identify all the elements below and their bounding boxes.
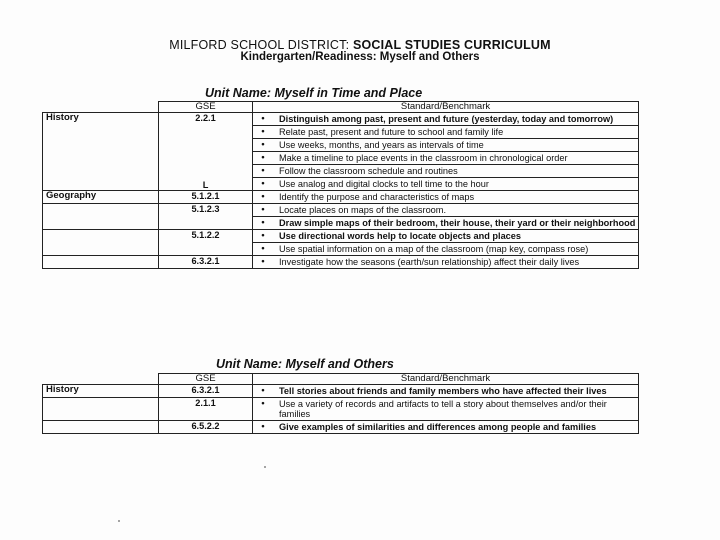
subject-cell: Geography	[43, 191, 159, 204]
gse-code: 2.2.1	[195, 113, 216, 123]
standard-item	[253, 165, 638, 178]
standard-column-header: Standard/Benchmark	[253, 102, 639, 113]
standard-item	[253, 230, 638, 243]
scan-speck	[264, 466, 266, 468]
subject-cell	[43, 421, 159, 434]
table-row	[43, 256, 639, 269]
standard-text: Draw simple maps of their bedroom, their house, their yard or their neighborhood	[279, 218, 636, 228]
gse-code: 5.1.2.2	[191, 230, 220, 240]
standard-item	[253, 152, 638, 165]
bullet-icon: •	[261, 204, 265, 214]
bullet-icon: •	[261, 126, 265, 136]
subject-cell	[43, 256, 159, 269]
curriculum-name: SOCIAL STUDIES CURRICULUM	[352, 38, 551, 52]
gse-cell	[159, 113, 253, 191]
standard-cell	[253, 113, 639, 191]
table-header-row	[43, 374, 639, 385]
standard-cell	[253, 421, 639, 434]
standard-item	[253, 256, 638, 268]
bullet-icon: •	[261, 398, 265, 408]
standard-item	[253, 421, 638, 433]
bullet-icon: •	[261, 178, 265, 188]
standard-item	[253, 126, 638, 139]
table-row	[43, 398, 639, 421]
document-subtitle: Kindergarten/Readiness: Myself and Others	[240, 51, 480, 63]
standard-cell	[253, 204, 639, 230]
standard-text: Use weeks, months, and years as intervals of time	[279, 140, 484, 150]
bullet-icon: •	[261, 385, 265, 395]
gse-column-header: GSE	[159, 374, 253, 385]
standard-cell	[253, 191, 639, 204]
standard-text: Distinguish among past, present and future (yesterday, today and tomorrow)	[279, 114, 614, 124]
standard-item	[253, 204, 638, 217]
gse-code: 5.1.2.3	[191, 204, 220, 214]
bullet-icon: •	[261, 217, 265, 227]
gse-cell	[159, 256, 253, 269]
unit-1-title: Unit Name: Myself in Time and Place	[205, 86, 423, 100]
standard-item	[253, 178, 638, 190]
table-row	[43, 421, 639, 434]
gse-code: 2.1.1	[195, 398, 216, 408]
gse-code: 6.3.2.1	[191, 256, 220, 266]
standard-item	[253, 385, 638, 397]
table-row	[43, 385, 639, 398]
standard-text: Give examples of similarities and differences among people and families	[279, 422, 597, 432]
subject-cell	[43, 204, 159, 230]
table-row	[43, 230, 639, 256]
gse-code: 6.5.2.2	[191, 421, 220, 431]
gse-cell	[159, 385, 253, 398]
standard-item	[253, 398, 638, 420]
bullet-icon: •	[261, 421, 265, 431]
standard-column-header: Standard/Benchmark	[253, 374, 639, 385]
scan-speck	[118, 520, 120, 522]
district-name: MILFORD SCHOOL DISTRICT:	[169, 38, 350, 52]
bullet-icon: •	[261, 113, 265, 123]
standard-text: Tell stories about friends and family members who have affected their lives	[279, 386, 607, 396]
standard-text: Follow the classroom schedule and routines	[279, 166, 458, 176]
standard-text: Investigate how the seasons (earth/sun relationship) affect their daily lives	[279, 257, 580, 267]
gse-mark: L	[202, 180, 209, 190]
standard-item	[253, 139, 638, 152]
standard-text: Use directional words help to locate objects and places	[279, 231, 522, 241]
unit-1-body	[43, 113, 639, 269]
bullet-icon: •	[261, 139, 265, 149]
standard-text: Use analog and digital clocks to tell time to the hour	[279, 179, 489, 189]
bullet-icon: •	[261, 191, 265, 201]
subject-cell: History	[43, 113, 159, 191]
standard-text: Locate places on maps of the classroom.	[279, 205, 446, 215]
gse-cell	[159, 398, 253, 421]
gse-cell	[159, 191, 253, 204]
bullet-icon: •	[261, 230, 265, 240]
gse-cell	[159, 204, 253, 230]
subject-cell	[43, 230, 159, 256]
table-row	[43, 191, 639, 204]
gse-code: 6.3.2.1	[191, 385, 220, 395]
bullet-icon: •	[261, 152, 265, 162]
table-row	[43, 204, 639, 230]
bullet-icon: •	[261, 256, 265, 266]
gse-cell	[159, 230, 253, 256]
standard-cell	[253, 385, 639, 398]
unit-2-body	[43, 385, 639, 434]
document-title	[0, 38, 720, 52]
standard-item	[253, 113, 638, 126]
gse-code: 5.1.2.1	[191, 191, 220, 201]
unit-2-table	[42, 373, 639, 434]
gse-cell	[159, 421, 253, 434]
subject-cell	[43, 398, 159, 421]
standard-cell	[253, 230, 639, 256]
standard-cell	[253, 398, 639, 421]
unit-1-table	[42, 101, 639, 269]
standard-text: Use a variety of records and artifacts to tell a story about themselves and/or their families	[279, 399, 607, 419]
bullet-icon: •	[261, 243, 265, 253]
standard-item	[253, 217, 638, 229]
bullet-icon: •	[261, 165, 265, 175]
subject-cell: History	[43, 385, 159, 398]
gse-column-header: GSE	[159, 102, 253, 113]
table-header-row	[43, 102, 639, 113]
standard-text: Use spatial information on a map of the classroom (map key, compass rose)	[279, 244, 589, 254]
standard-cell	[253, 256, 639, 269]
unit-2-title: Unit Name: Myself and Others	[216, 357, 394, 371]
standard-text: Make a timeline to place events in the classroom in chronological order	[279, 153, 568, 163]
standard-item	[253, 243, 638, 255]
table-row	[43, 113, 639, 191]
standard-text: Identify the purpose and characteristics of maps	[279, 192, 475, 202]
standard-text: Relate past, present and future to school and family life	[279, 127, 504, 137]
standard-item	[253, 191, 638, 203]
